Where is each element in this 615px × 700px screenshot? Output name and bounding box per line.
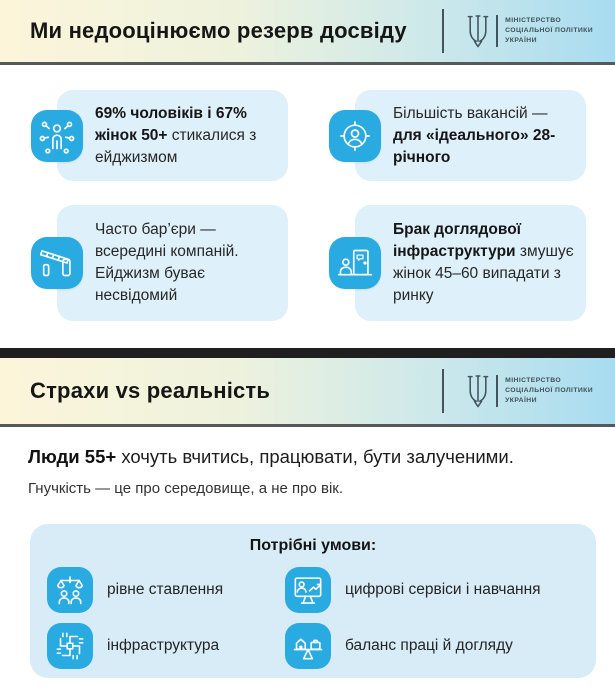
section2-title: Страхи vs реальність <box>30 378 271 403</box>
condition-item <box>47 564 285 616</box>
logo-divider-line <box>496 375 498 407</box>
lead-text-regular: хочуть вчитись, працювати, бути залученими. <box>116 446 514 467</box>
fact-card <box>57 205 288 321</box>
section1-header <box>0 0 615 65</box>
infrastructure-icon <box>47 623 93 669</box>
condition-label: цифрові сервіси і навчання <box>345 581 541 598</box>
lead-text <box>28 446 514 468</box>
ministry-name-line1: МІНІСТЕРСТВО <box>505 376 562 384</box>
logo-separator-line <box>442 369 444 413</box>
fact-card-segment: змушує жінок 45–60 випадати з ринку <box>393 243 574 304</box>
equal-treatment-icon <box>47 567 93 613</box>
fact-card-segment: Часто бар’єри — всередині компаній. Ейджизм буває несвідомий <box>95 221 239 304</box>
ministry-name <box>505 16 593 47</box>
fact-card-segment: Більшість вакансій — <box>393 104 548 122</box>
fact-card <box>57 90 288 181</box>
fact-card-text <box>355 211 586 315</box>
conditions-title: Потрібні умови: <box>249 537 377 554</box>
work-care-balance-icon <box>285 623 331 669</box>
fact-card-text <box>57 211 288 315</box>
ageism-people-icon <box>31 110 83 162</box>
subtitle-text: Гнучкість — це про середовище, а не про вік. <box>28 480 343 497</box>
ministry-logo <box>442 9 593 53</box>
lead-text-bold: Люди 55+ <box>28 446 117 467</box>
trident-icon <box>466 14 490 48</box>
digital-services-icon <box>285 567 331 613</box>
condition-label: рівне ставлення <box>107 581 224 598</box>
fact-card <box>355 90 586 181</box>
fact-card-text <box>355 95 586 177</box>
care-infrastructure-icon <box>329 237 381 289</box>
condition-item <box>285 564 586 616</box>
logo-separator-line <box>442 9 444 53</box>
section2-header <box>0 358 615 427</box>
condition-label: баланс праці й догляду <box>345 637 513 654</box>
fact-card-text <box>57 95 288 177</box>
ministry-name-line3: УКРАЇНИ <box>505 37 537 45</box>
fact-card-segment: для «ідеального» 28-річного <box>393 126 556 166</box>
fact-card-segment: Брак доглядової інфраструктури <box>393 221 522 260</box>
ministry-name-line3: УКРАЇНИ <box>505 397 537 405</box>
section-divider <box>0 348 615 358</box>
condition-label: інфраструктура <box>107 637 220 654</box>
condition-item <box>47 620 285 672</box>
fact-card-segment: 69% чоловіків і 67% жінок 50+ <box>95 104 247 144</box>
condition-item <box>285 620 586 672</box>
barrier-icon <box>31 237 83 289</box>
conditions-grid <box>30 555 596 672</box>
fact-card-segment: стикалися з ейджизмом <box>95 126 257 166</box>
ideal-candidate-target-icon <box>329 110 381 162</box>
ministry-name <box>505 376 593 407</box>
ministry-name-line1: МІНІСТЕРСТВО <box>505 16 562 24</box>
fact-card <box>355 205 586 321</box>
ministry-logo <box>442 369 593 413</box>
section1-title: Ми недооцінюємо резерв досвіду <box>30 18 407 43</box>
trident-icon <box>466 374 490 408</box>
logo-divider-line <box>496 15 498 47</box>
ministry-name-line2: СОЦІАЛЬНОЇ ПОЛІТИКИ <box>505 386 593 394</box>
ministry-name-line2: СОЦІАЛЬНОЇ ПОЛІТИКИ <box>505 26 593 34</box>
conditions-panel <box>30 524 596 678</box>
